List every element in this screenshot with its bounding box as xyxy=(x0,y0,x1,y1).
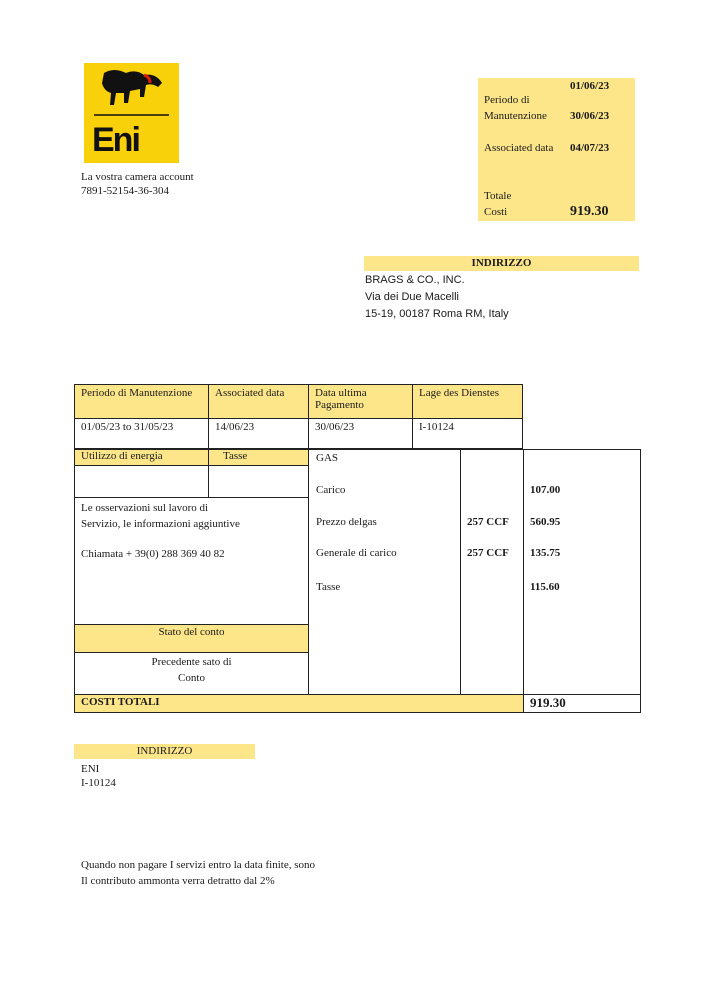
account-status-label: Stato del conto xyxy=(74,624,309,653)
previous-balance-line: Precedente sato di xyxy=(151,656,232,668)
charge-label: Carico xyxy=(316,484,346,496)
table-header-associated: Associated data xyxy=(208,384,309,419)
notes-block xyxy=(74,497,309,625)
previous-balance-line: Conto xyxy=(178,672,205,684)
table-cell-period: 01/05/23 to 31/05/23 xyxy=(74,418,209,449)
charges-qty-column xyxy=(460,449,524,695)
bottom-address-header: INDIRIZZO xyxy=(74,744,255,759)
table-cell-location: I-10124 xyxy=(412,418,523,449)
summary-associated-label: Associated data xyxy=(484,142,554,154)
charge-qty: 257 CCF xyxy=(467,516,509,528)
table-cell-associated: 14/06/23 xyxy=(208,418,309,449)
address-line: Via dei Due Macelli xyxy=(365,291,459,303)
charges-amount-column xyxy=(523,449,641,695)
summary-associated-value: 04/07/23 xyxy=(570,142,610,154)
bottom-address-line: I-10124 xyxy=(81,777,116,789)
taxes-value xyxy=(208,465,309,498)
address-block xyxy=(365,272,509,323)
address-line: 15-19, 00187 Roma RM, Italy xyxy=(365,308,509,320)
table-header-location: Lage des Dienstes xyxy=(412,384,523,419)
bottom-address-line: ENI xyxy=(81,763,100,775)
energy-value xyxy=(74,465,209,498)
total-value: 919.30 xyxy=(523,694,641,713)
charges-label-column xyxy=(308,449,461,695)
summary-total-value: 919.30 xyxy=(570,204,609,219)
account-number: 7891-52154-36-304 xyxy=(81,185,169,197)
gas-label: GAS xyxy=(316,452,339,464)
charge-amount: 560.95 xyxy=(530,516,561,528)
payment-note xyxy=(81,857,315,889)
address-line: BRAGS & CO., INC. xyxy=(365,274,465,286)
bottom-address-block xyxy=(81,762,116,790)
table-header-period: Periodo di Manutenzione xyxy=(74,384,209,419)
charge-amount: 115.60 xyxy=(530,581,560,593)
total-label: COSTI TOTALI xyxy=(74,694,524,713)
charge-label: Prezzo delgas xyxy=(316,516,377,528)
charge-amount: 135.75 xyxy=(530,547,561,559)
notes-line: Servizio, le informazioni aggiuntive xyxy=(81,518,240,530)
summary-period-start: 01/06/23 xyxy=(570,80,610,92)
notes-line: Le osservazioni sul lavoro di xyxy=(81,502,209,514)
table-header-last-payment: Data ultima Pagamento xyxy=(308,384,413,419)
six-legged-dog-icon xyxy=(84,63,179,123)
charge-amount: 107.00 xyxy=(530,484,561,496)
charge-label: Tasse xyxy=(316,581,341,593)
taxes-label: Tasse xyxy=(208,449,309,466)
charge-label: Generale di carico xyxy=(316,547,397,559)
summary-period-label: Periodo di Manutenzione xyxy=(484,94,547,122)
summary-total-label: Totale Costi xyxy=(484,190,512,218)
summary-box xyxy=(478,78,635,221)
note-line: Il contributo ammonta verra detratto dal 2% xyxy=(81,875,275,887)
phone-number: Chiamata + 39(0) 288 369 40 82 xyxy=(81,548,225,560)
eni-logo xyxy=(84,63,179,163)
logo-wordmark: Eni xyxy=(92,121,139,159)
charge-qty: 257 CCF xyxy=(467,547,509,559)
summary-period-end: 30/06/23 xyxy=(570,110,610,122)
previous-balance xyxy=(74,652,309,695)
table-cell-last-payment: 30/06/23 xyxy=(308,418,413,449)
account-label: La vostra camera account xyxy=(81,171,194,183)
note-line: Quando non pagare I servizi entro la data finite, sono xyxy=(81,859,315,871)
address-header: INDIRIZZO xyxy=(364,256,639,271)
energy-label: Utilizzo di energia xyxy=(74,449,209,466)
